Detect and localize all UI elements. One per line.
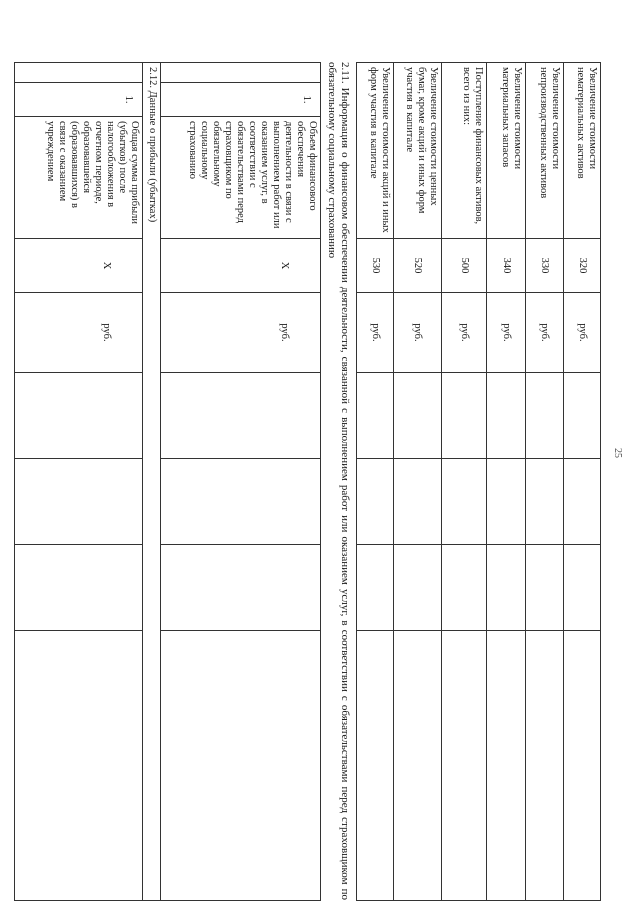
value-cell <box>161 459 321 545</box>
table-row <box>15 63 143 901</box>
value-cell <box>394 631 442 901</box>
table-row <box>526 63 564 901</box>
table-row <box>143 63 161 901</box>
row-unit: руб. <box>394 293 442 373</box>
value-cell <box>564 373 601 459</box>
profit-loss-table <box>14 62 161 901</box>
section-2-11-heading: 2.11. Информация о финансовом обеспечении деятельности, связанной с выполнением работ или оказанием услуг, в соответствии с обязательствами перед страховщиком по обязательному социальному страхованию <box>326 62 351 900</box>
row-code: 520 <box>394 239 442 293</box>
blank-cell <box>15 63 143 83</box>
row-code: 320 <box>564 239 601 293</box>
value-cell <box>487 545 526 631</box>
social-insurance-table <box>160 62 321 901</box>
value-cell <box>357 373 394 459</box>
value-cell <box>357 545 394 631</box>
value-cell <box>357 631 394 901</box>
value-cell <box>394 545 442 631</box>
value-cell <box>394 373 442 459</box>
row-label: Увеличение стоимости ценных бумаг, кроме акций и иных форм участия в капитале <box>394 63 442 239</box>
row-code: 500 <box>442 239 487 293</box>
value-cell <box>564 631 601 901</box>
row-label: Увеличение стоимости материальных запасов <box>487 63 526 239</box>
table-row <box>564 63 601 901</box>
row-label: Объем финансового обеспечения деятельности в связи с выполнением работ или оказанием услуг, в соответствии с обязательствами перед страховщиком по обязательному социальному страхованию <box>161 117 321 239</box>
section-2-12-heading: 2.12. Данные о прибыли (убытках) <box>143 63 161 901</box>
value-cell <box>15 631 143 901</box>
blank-cell <box>161 63 321 83</box>
table-row <box>442 63 487 901</box>
row-code: X <box>161 239 321 293</box>
value-cell <box>15 459 143 545</box>
row-unit: руб. <box>357 293 394 373</box>
value-cell <box>442 459 487 545</box>
row-unit: руб. <box>487 293 526 373</box>
row-label: Увеличение стоимости нематериальных активов <box>564 63 601 239</box>
value-cell <box>442 631 487 901</box>
value-cell <box>526 459 564 545</box>
value-cell <box>526 631 564 901</box>
value-cell <box>487 631 526 901</box>
row-unit: руб. <box>15 293 143 373</box>
row-code: 340 <box>487 239 526 293</box>
row-unit: руб. <box>526 293 564 373</box>
row-code: 530 <box>357 239 394 293</box>
table-row <box>161 63 321 901</box>
value-cell <box>15 545 143 631</box>
row-label: Увеличение стоимости акций и иных форм участия в капитале <box>357 63 394 239</box>
financial-assets-table <box>356 62 601 901</box>
value-cell <box>161 373 321 459</box>
value-cell <box>526 373 564 459</box>
row-unit: руб. <box>161 293 321 373</box>
value-cell <box>526 545 564 631</box>
value-cell <box>564 459 601 545</box>
row-code: 330 <box>526 239 564 293</box>
value-cell <box>442 373 487 459</box>
row-label: Общая сумма прибыли (убытков) после налогообложения в отчетном периоде, образовавшейся (образовавшихся) в связи с оказанием учреждением <box>15 117 143 239</box>
value-cell <box>394 459 442 545</box>
table-row <box>487 63 526 901</box>
value-cell <box>487 459 526 545</box>
row-label: Увеличение стоимости непроизводственных активов <box>526 63 564 239</box>
value-cell <box>442 545 487 631</box>
value-cell <box>161 545 321 631</box>
table-row <box>394 63 442 901</box>
value-cell <box>161 631 321 901</box>
row-unit: руб. <box>442 293 487 373</box>
row-code: X <box>15 239 143 293</box>
row-unit: руб. <box>564 293 601 373</box>
row-label: Поступление финансовых активов, всего из них: <box>442 63 487 239</box>
value-cell <box>357 459 394 545</box>
table-row <box>357 63 394 901</box>
value-cell <box>15 373 143 459</box>
value-cell <box>564 545 601 631</box>
value-cell <box>487 373 526 459</box>
page-number: 25 <box>612 448 623 458</box>
row-number: 1. <box>161 83 321 117</box>
row-number: 1. <box>15 83 143 117</box>
